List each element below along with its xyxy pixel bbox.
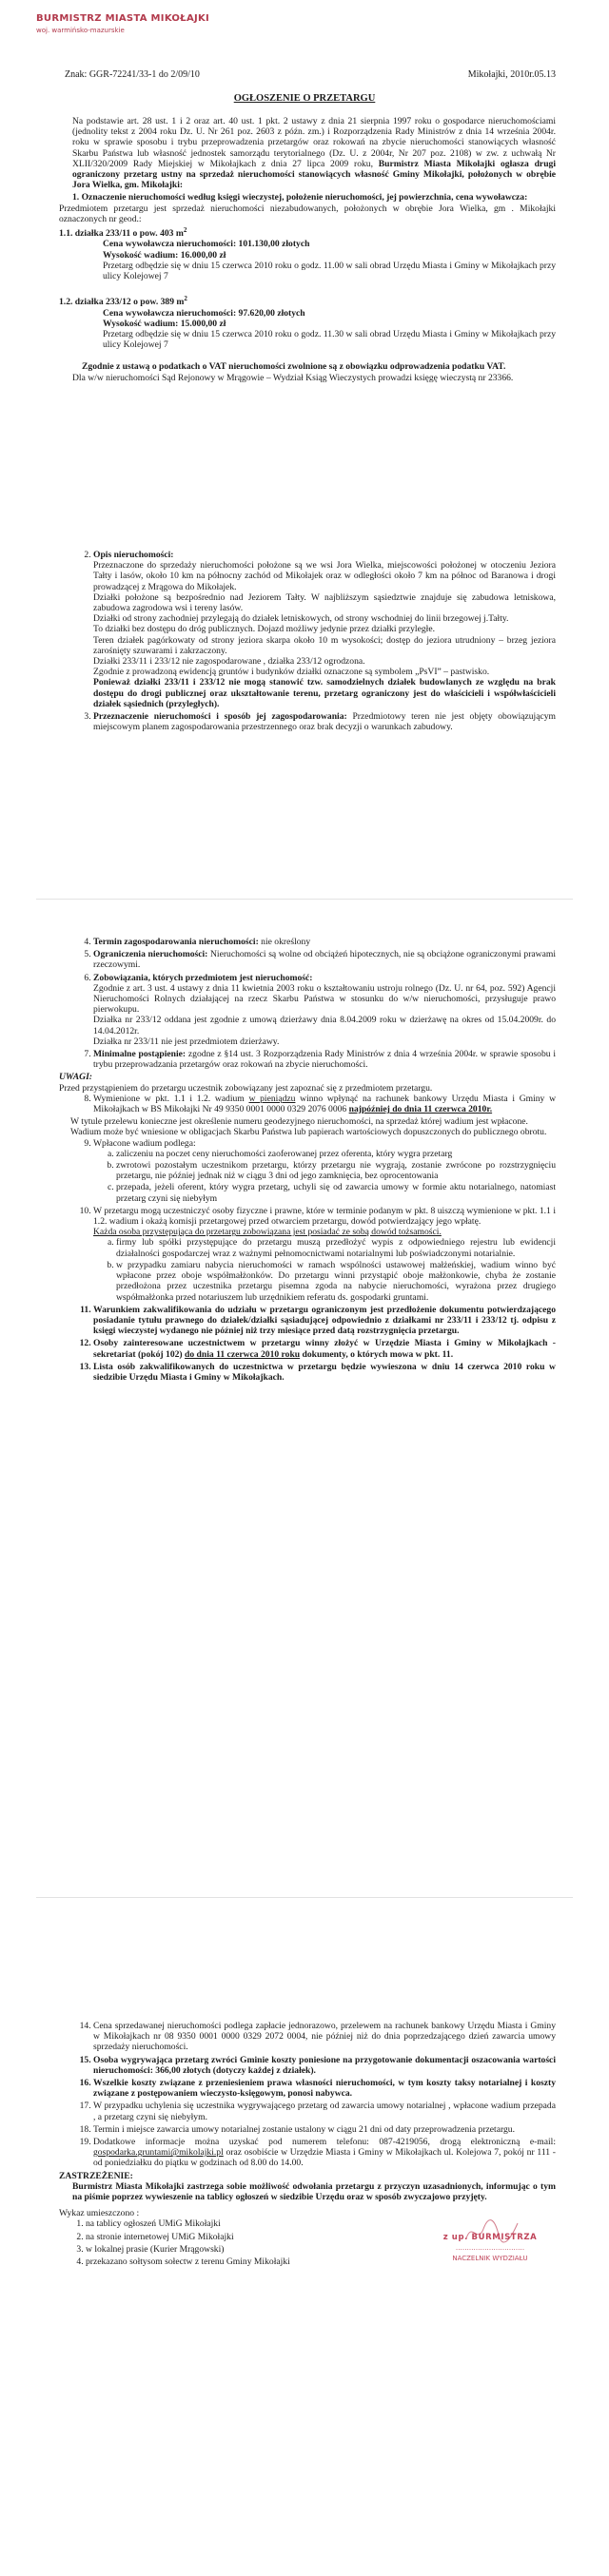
- section-9-heading: Wpłacone wadium podlega:: [93, 1137, 196, 1149]
- intro-paragraph: [59, 116, 556, 190]
- section-10-items: [93, 1237, 556, 1302]
- section-10-text: W przetargu mogą uczestniczyć osoby fizyczne i prawne, które w terminie podanym w pkt. 8 uiszczą wymienione w pkt. 1.1 i 1.2. wadium i okażą komisji przetargowej przed otwarciem przetargu, dowód potwierdzający jego wpłatę.: [93, 1205, 556, 1228]
- section-9: [93, 1138, 556, 1204]
- posting-item-3: 3. w lokalnej prasie (Kurier Mrągowski): [86, 2244, 556, 2255]
- wadium-para-1: W tytule przelewu konieczne jest określenie numeru geodezyjnego nieruchomości, na sprzedaż której wadium jest wpłacone.: [70, 1116, 528, 1128]
- section-15: [93, 2055, 556, 2076]
- intro-announcement: Burmistrz Miasta Mikołajki ogłasza drugi ograniczony przetarg ustny na sprzedaż nieruchomości stanowiących własność Gminy Mikołajki, położonych w obrębie Jora Wielka, gm. Mikołajki:: [72, 158, 556, 191]
- sections-2-3: [59, 550, 556, 734]
- section-2-p2: Działki położone są bezpośrednio nad Jeziorem Tałty. W najbliższym sąsiedztwie znajduje się zabudowa letniskowa, zabudowa zagrodowa wsi i tereny lasów.: [93, 591, 556, 614]
- section-7-heading: Minimalne postąpienie:: [93, 1049, 187, 1060]
- plot-1-price: Cena wywoławcza nieruchomości: 101.130,00 złotych: [103, 239, 310, 250]
- section-12-text-a: Osoby zainteresowane uczestnictwem w przetargu winny złożyć w Urzędzie Miasta i Gminy w Mikołajkach - sekretariat (pokój 102): [93, 1338, 556, 1360]
- posting-item-4: 4. przekazano sołtysom sołectw z terenu Gminy Mikołajki: [86, 2256, 556, 2267]
- section-4: [93, 937, 556, 947]
- section-3-heading: Przeznaczenie nieruchomości i sposób jej zagospodarowania:: [93, 711, 347, 723]
- section-19: [93, 2137, 556, 2169]
- stamp-line-2: woj. warmińsko-mazurskie: [36, 27, 125, 35]
- plot-1-heading: 1.1. działka 233/11 o pow. 403 $m^2$: [59, 226, 187, 240]
- section-9-item-b: b. zwrotowi pozostałym uczestnikom przetargu, którzy przetargu nie wygrają, zostanie zwrócone po rozstrzygnięciu przetargu, nie później jednak niż w ciągu 3 dni od jego zamknięcia, bez oprocentowania: [116, 1160, 556, 1181]
- section-2-p4: To działki bez dostępu do dróg publicznych. Dojazd możliwy jedynie przez działki przyległe.: [93, 624, 435, 635]
- section-18: 18. Termin i miejsce zawarcia umowy notarialnej zostanie ustalony w ciągu 21 dni od daty przeprowadzenia przetargu.: [93, 2124, 556, 2135]
- section-17: 17. W przypadku uchylenia się uczestnika wygrywającego przetarg od zawarcia umowy notarialnej , wpłacone wadium przepada , a przetarg czyni się niebyłym.: [93, 2101, 556, 2121]
- document-title: OGŁOSZENIE O PRZETARGU: [233, 93, 376, 104]
- section-8-text-cash: w pieniądzu: [248, 1093, 296, 1104]
- section-13: 13. Lista osób zakwalifikowanych do uczestnictwa w przetargu będzie wywieszona w dniu 14 czerwca 2010 roku w siedzibie Urzędu Miasta i Gminy w Mikołajkach.: [93, 1362, 556, 1383]
- section-2-p7: Zgodnie z prowadzoną ewidencją gruntów i budynków działki oznaczone są symbolem „PsVI” – pastwisko.: [93, 667, 490, 678]
- section-5-text: Nieruchomości są wolne od obciążeń hipotecznych, nie są obciążone ograniczonymi prawami rzeczowymi.: [93, 949, 556, 971]
- reservation-label: ZASTRZEŻENIE:: [59, 2170, 133, 2181]
- section-8-text-a: Wymienione w pkt. 1.1 i 1.2. wadium: [93, 1093, 245, 1104]
- section-2-heading: Opis nieruchomości:: [93, 550, 174, 560]
- section-8: [93, 1094, 556, 1114]
- section-2: [93, 550, 556, 709]
- mayor-stamp: [36, 13, 209, 36]
- plot-1-date: Przetarg odbędzie się w dniu 15 czerwca 2010 roku o godz. 11.00 w sali obrad Urzędu Miasta i Gminy w Mikołajkach przy ulicy Kolejowej 7: [103, 260, 556, 282]
- posting-label: Wykaz umieszczono :: [59, 2208, 140, 2219]
- signature-scribble: [462, 2216, 521, 2246]
- section-8-text-b: winno wpłynąć na rachunek bankowy Urzędu Miasta i Gminy w Mikołajkach w BS Mikołajki Nr 49 9350 0001 0000 0329 2076 0006: [93, 1093, 556, 1115]
- section-2-p8: Ponieważ działki 233/11 i 233/12 nie mogą stanowić tzw. samodzielnych działek budowlanych ze względu na brak dostępu do drogi publicznej oraz ukształtowanie terenu, przetarg ograniczony jest do właścicieli i współwłaścicieli działek sąsiednich (przyległych).: [93, 677, 556, 709]
- section-19-text-a: Dodatkowe informacje można uzyskać pod numerem telefonu: 087-4219056, drogą elektroniczną e-mail:: [93, 2137, 556, 2148]
- section-1-text: Przedmiotem przetargu jest sprzedaż nieruchomości niezabudowanych, położonych w obrębie Jora Wielka, gm . Mikołajki oznaczonych nr geod.:: [59, 203, 556, 224]
- section-1-heading: 1. Oznaczenie nieruchomości według księgi wieczystej, położenie nieruchomości, jej powierzchnia, cena wywoławcza:: [72, 192, 528, 203]
- section-9-item-a: a. zaliczeniu na poczet ceny nieruchomości zaoferowanej przez oferenta, który wygra przetarg: [116, 1149, 556, 1159]
- section-5: [93, 949, 556, 970]
- section-10: [93, 1206, 556, 1303]
- plot-1-deposit: Wysokość wadium: 16.000,00 zł: [103, 249, 226, 261]
- sections-list-a: [59, 550, 556, 732]
- sections-list-d: [59, 1138, 556, 1383]
- section-11: 11. Warunkiem zakwalifikowania do udziału w przetargu ograniczonym jest przedłożenie dokumentu potwierdzającego posiadanie tytułu prawnego do działek/działki sąsiadującej odpowiednio z działkami nr 233/11 i 233/12 tj. odpisu z księgi wieczystej wydanego nie później niż trzy miesiące przed datą rozstrzygnięcia przetargu.: [93, 1305, 556, 1337]
- wadium-para-2: Wadium może być wniesione w obligacjach Skarbu Państwa lub papierach wartościowych dopuszczonych do publicznego obrotu.: [70, 1127, 547, 1138]
- sections-4-13: [59, 937, 556, 1385]
- intro-legal-basis: Na podstawie art. 28 ust. 1 i 2 oraz art. 40 ust. 1 pkt. 2 ustawy z dnia 21 sierpnia 1997 roku o gospodarce nieruchomościami (jednolity tekst z 2004 roku Dz. U. Nr 261 poz. 2603 z późn. zm.) i Rozporządzenia Rady Ministrów z dnia 14 września 2004r. roku w sprawie sposobu i trybu przeprowadzenia przetargów oraz rokowań na zbycie nieruchomości stanowiących własność Skarbu Państwa lub własność jednostek samorządu terytorialnego (Dz. U. z 2004r, Nr 207 poz. 2108) w zw. z uchwałą Nr XLII/320/2009 Rady Miejskiej w Mikołajkach z dnia 27 lipca 2009 roku,: [72, 116, 556, 169]
- section-12-text-b: dokumenty, o których mowa w pkt. 11.: [302, 1348, 454, 1360]
- plot-2-price: Cena wywoławcza nieruchomości: 97.620,00 złotych: [103, 307, 305, 319]
- section-15-note: (dotyczy każdej z działek).: [212, 2064, 316, 2076]
- section-2-p6: Działki 233/11 i 233/12 nie zagospodarowane , działka 233/12 ogrodzona.: [93, 656, 365, 668]
- place-date: Mikołajki, 2010r.05.13: [467, 69, 556, 80]
- posting-item-1: 1. na tablicy ogłoszeń UMiG Mikołajki: [86, 2218, 556, 2229]
- stamp-line-1: BURMISTRZ MIASTA MIKOŁAJKI: [36, 13, 210, 24]
- section-10-item-b: b. w przypadku zamiaru nabycia nieruchomości w ramach wspólności ustawowej małżeńskiej, wadium winno być wpłacone przez oboje współmałżonków. Do przetargu winni przystąpić oboje małżonkowie, chyba że zostanie przedłożona przez uczestnika przetargu pisemna zgoda na nabycie nieruchomości, wyrażona przez drugiego współmałżonka przed notariuszem lub urzędnikiem referatu ds. gospodarki gruntami.: [116, 1260, 556, 1303]
- official-stamp-line-3: NACZELNIK WYDZIAŁU: [452, 2255, 528, 2263]
- notes-label: UWAGI:: [59, 1072, 93, 1083]
- section-3-text: Przedmiotowy teren nie jest objęty obowiązującym miejscowym planem zagospodarowania przestrzennego oraz brak decyzji o warunkach zabudowy.: [93, 711, 556, 733]
- section-5-heading: Ograniczenia nieruchomości:: [93, 949, 208, 960]
- page-break-2: [36, 1897, 573, 1898]
- notes-text: Przed przystąpieniem do przetargu uczestnik zobowiązany jest zapoznać się z przedmiotem przetargu.: [59, 1082, 433, 1094]
- section-16: 16. Wszelkie koszty związane z przeniesieniem prawa własności nieruchomości, w tym koszty taksy notarialnej i koszty związane z postępowaniem wieczysto-księgowym, ponosi nabywca.: [93, 2078, 556, 2099]
- sections-list-b: [59, 937, 556, 1070]
- section-2-p3: Działki od strony zachodniej przylegają do działek letniskowych, od strony wschodniej do linii brzegowej j.Tałty.: [93, 613, 509, 625]
- plot-2-heading: 1.2. działka 233/12 o pow. 389 $m^2$: [59, 295, 187, 308]
- official-stamp-line-2: …….……………………: [455, 2244, 525, 2253]
- posting-item-2: 2. na stronie internetowej UMiG Mikołajki: [86, 2232, 556, 2242]
- section-10-id-note: Każda osoba przystępująca do przetargu zobowiązana jest posiadać ze sobą dowód tożsamości.: [93, 1227, 442, 1238]
- section-3: [93, 711, 556, 732]
- reference-number: Znak: GGR-72241/33-1 do 2/09/10: [65, 69, 200, 80]
- section-6-p2: Działka nr 233/12 oddana jest zgodnie z umową dzierżawy dnia 8.04.2009 roku w dzierżawę na okres od 15.04.2009r. do 14.04.2012r.: [93, 1015, 556, 1036]
- section-6: [93, 973, 556, 1047]
- section-9-item-c: c. przepada, jeżeli oferent, który wygra przetarg, uchyli się od zawarcia umowy w formie aktu notarialnego, natomiast przetarg czyni się niebyłym: [116, 1182, 556, 1203]
- section-7: [93, 1049, 556, 1070]
- sections-list-e: [59, 2021, 556, 2169]
- section-12: [93, 1338, 556, 1359]
- section-4-heading: Termin zagospodarowania nieruchomości:: [93, 937, 259, 947]
- contact-email-link[interactable]: gospodarka.gruntami@mikolajki.pl: [93, 2147, 224, 2159]
- vat-note: Zgodnie z ustawą o podatkach o VAT nieruchomości zwolnione są z obowiązku odprowadzenia podatku VAT.: [82, 361, 506, 373]
- plot-2: [59, 294, 556, 350]
- section-12-deadline: do dnia 11 czerwca 2010 roku: [185, 1348, 301, 1360]
- section-15-text: Osoba wygrywająca przetarg zwróci Gminie koszty poniesione na przygotowanie dokumentacji oszacowania wartości nieruchomości: 366,00 złotych: [93, 2054, 556, 2076]
- reservation-text: Burmistrz Miasta Mikołajki zastrzega sobie możliwość odwołania przetargu z przyczyn uzasadnionych, informując o tym na piśmie poprzez wywieszenie na tablicy ogłoszeń w siedzibie Urzędu oraz w sposób zwyczajowo przyjęty.: [72, 2180, 556, 2203]
- page-break-1: [36, 899, 573, 900]
- section-4-text: nie określony: [261, 937, 311, 947]
- section-6-heading: Zobowiązania, których przedmiotem jest nieruchomość:: [93, 972, 313, 983]
- intro-block: [59, 116, 556, 383]
- section-7-text: zgodne z §14 ust. 3 Rozporządzenia Rady Ministrów z dnia 4 września 2004r. w sprawie sposobu i trybu przeprowadzania przetargów oraz rokowań na zbycie nieruchomości.: [93, 1049, 556, 1071]
- sections-list-c: [59, 1094, 556, 1114]
- land-register-note: Dla w/w nieruchomości Sąd Rejonowy w Mrągowie – Wydział Ksiąg Wieczystych prowadzi księgę wieczystą nr 23366.: [72, 372, 514, 383]
- section-14: 14. Cena sprzedawanej nieruchomości podlega zapłacie jednorazowo, przelewem na rachunek bankowy Urzędu Miasta i Gminy w Mikołajkach nr 08 9350 0001 0000 0329 2072 0004, nie później niż do dnia poprzedzającego dzień zawarcia umowy sprzedaży nieruchomości.: [93, 2021, 556, 2053]
- section-9-items: [93, 1149, 556, 1204]
- plot-2-date: Przetarg odbędzie się w dniu 15 czerwca 2010 roku o godz. 11.30 w sali obrad Urzędu Miasta i Gminy w Mikołajkach przy ulicy Kolejowej 7: [103, 329, 556, 351]
- plot-2-deposit: Wysokość wadium: 15.000,00 zł: [103, 318, 226, 329]
- section-6-p3: Działka nr 233/11 nie jest przedmiotem dzierżawy.: [93, 1036, 280, 1047]
- section-6-p1: Zgodnie z art. 3 ust. 4 ustawy z dnia 11 kwietnia 2003 roku o kształtowaniu ustroju rolnego (Dz. U. nr 64, poz. 592) Agencji Nieruchomości Rolnych działającej na rzecz Skarbu Państwa w stosunku do w/w nieruchomości, przysługuje prawo pierwokupu.: [93, 982, 556, 1016]
- plot-1: [59, 225, 556, 281]
- section-8-deadline: najpóźniej do dnia 11 czerwca 2010r.: [348, 1104, 493, 1115]
- section-2-p1: Przeznaczone do sprzedaży nieruchomości położone są we wsi Jora Wielka, miejscowości położonej w otoczeniu Jeziora Tałty i lasów, około 10 km na północny zachód od Mikołajek oraz w odległości około 7 km na północ od Baranowa i drogi prowadzącej z Mrągowa do Mikołajek.: [93, 560, 556, 592]
- section-19-text-b: oraz osobiście w Urzędzie Miasta i Gminy w Mikołajkach ul. Kolejowa 7, pokój nr 111 - od poniedziałku do piątku w godzinach od 8.00 do 14.00.: [93, 2147, 556, 2169]
- document-header: [65, 69, 556, 80]
- section-2-p5: Teren działek pagórkowaty od strony jeziora skarpa około 10 m wysokości; dostęp do jeziora utrudniony – brzeg jeziora zarośnięty szuwarami i zakrzaczony.: [93, 634, 556, 656]
- section-10-item-a: a. firmy lub spółki przystępujące do przetargu muszą przedłożyć wypis z odpowiedniego rejestru lub ewidencji działalności gospodarczej wraz z ważnymi pełnomocnictwami notarialnymi lub poświadczonymi notarialnie.: [116, 1237, 556, 1258]
- official-stamp-line-1: z up. BURMISTRZA: [442, 2233, 538, 2242]
